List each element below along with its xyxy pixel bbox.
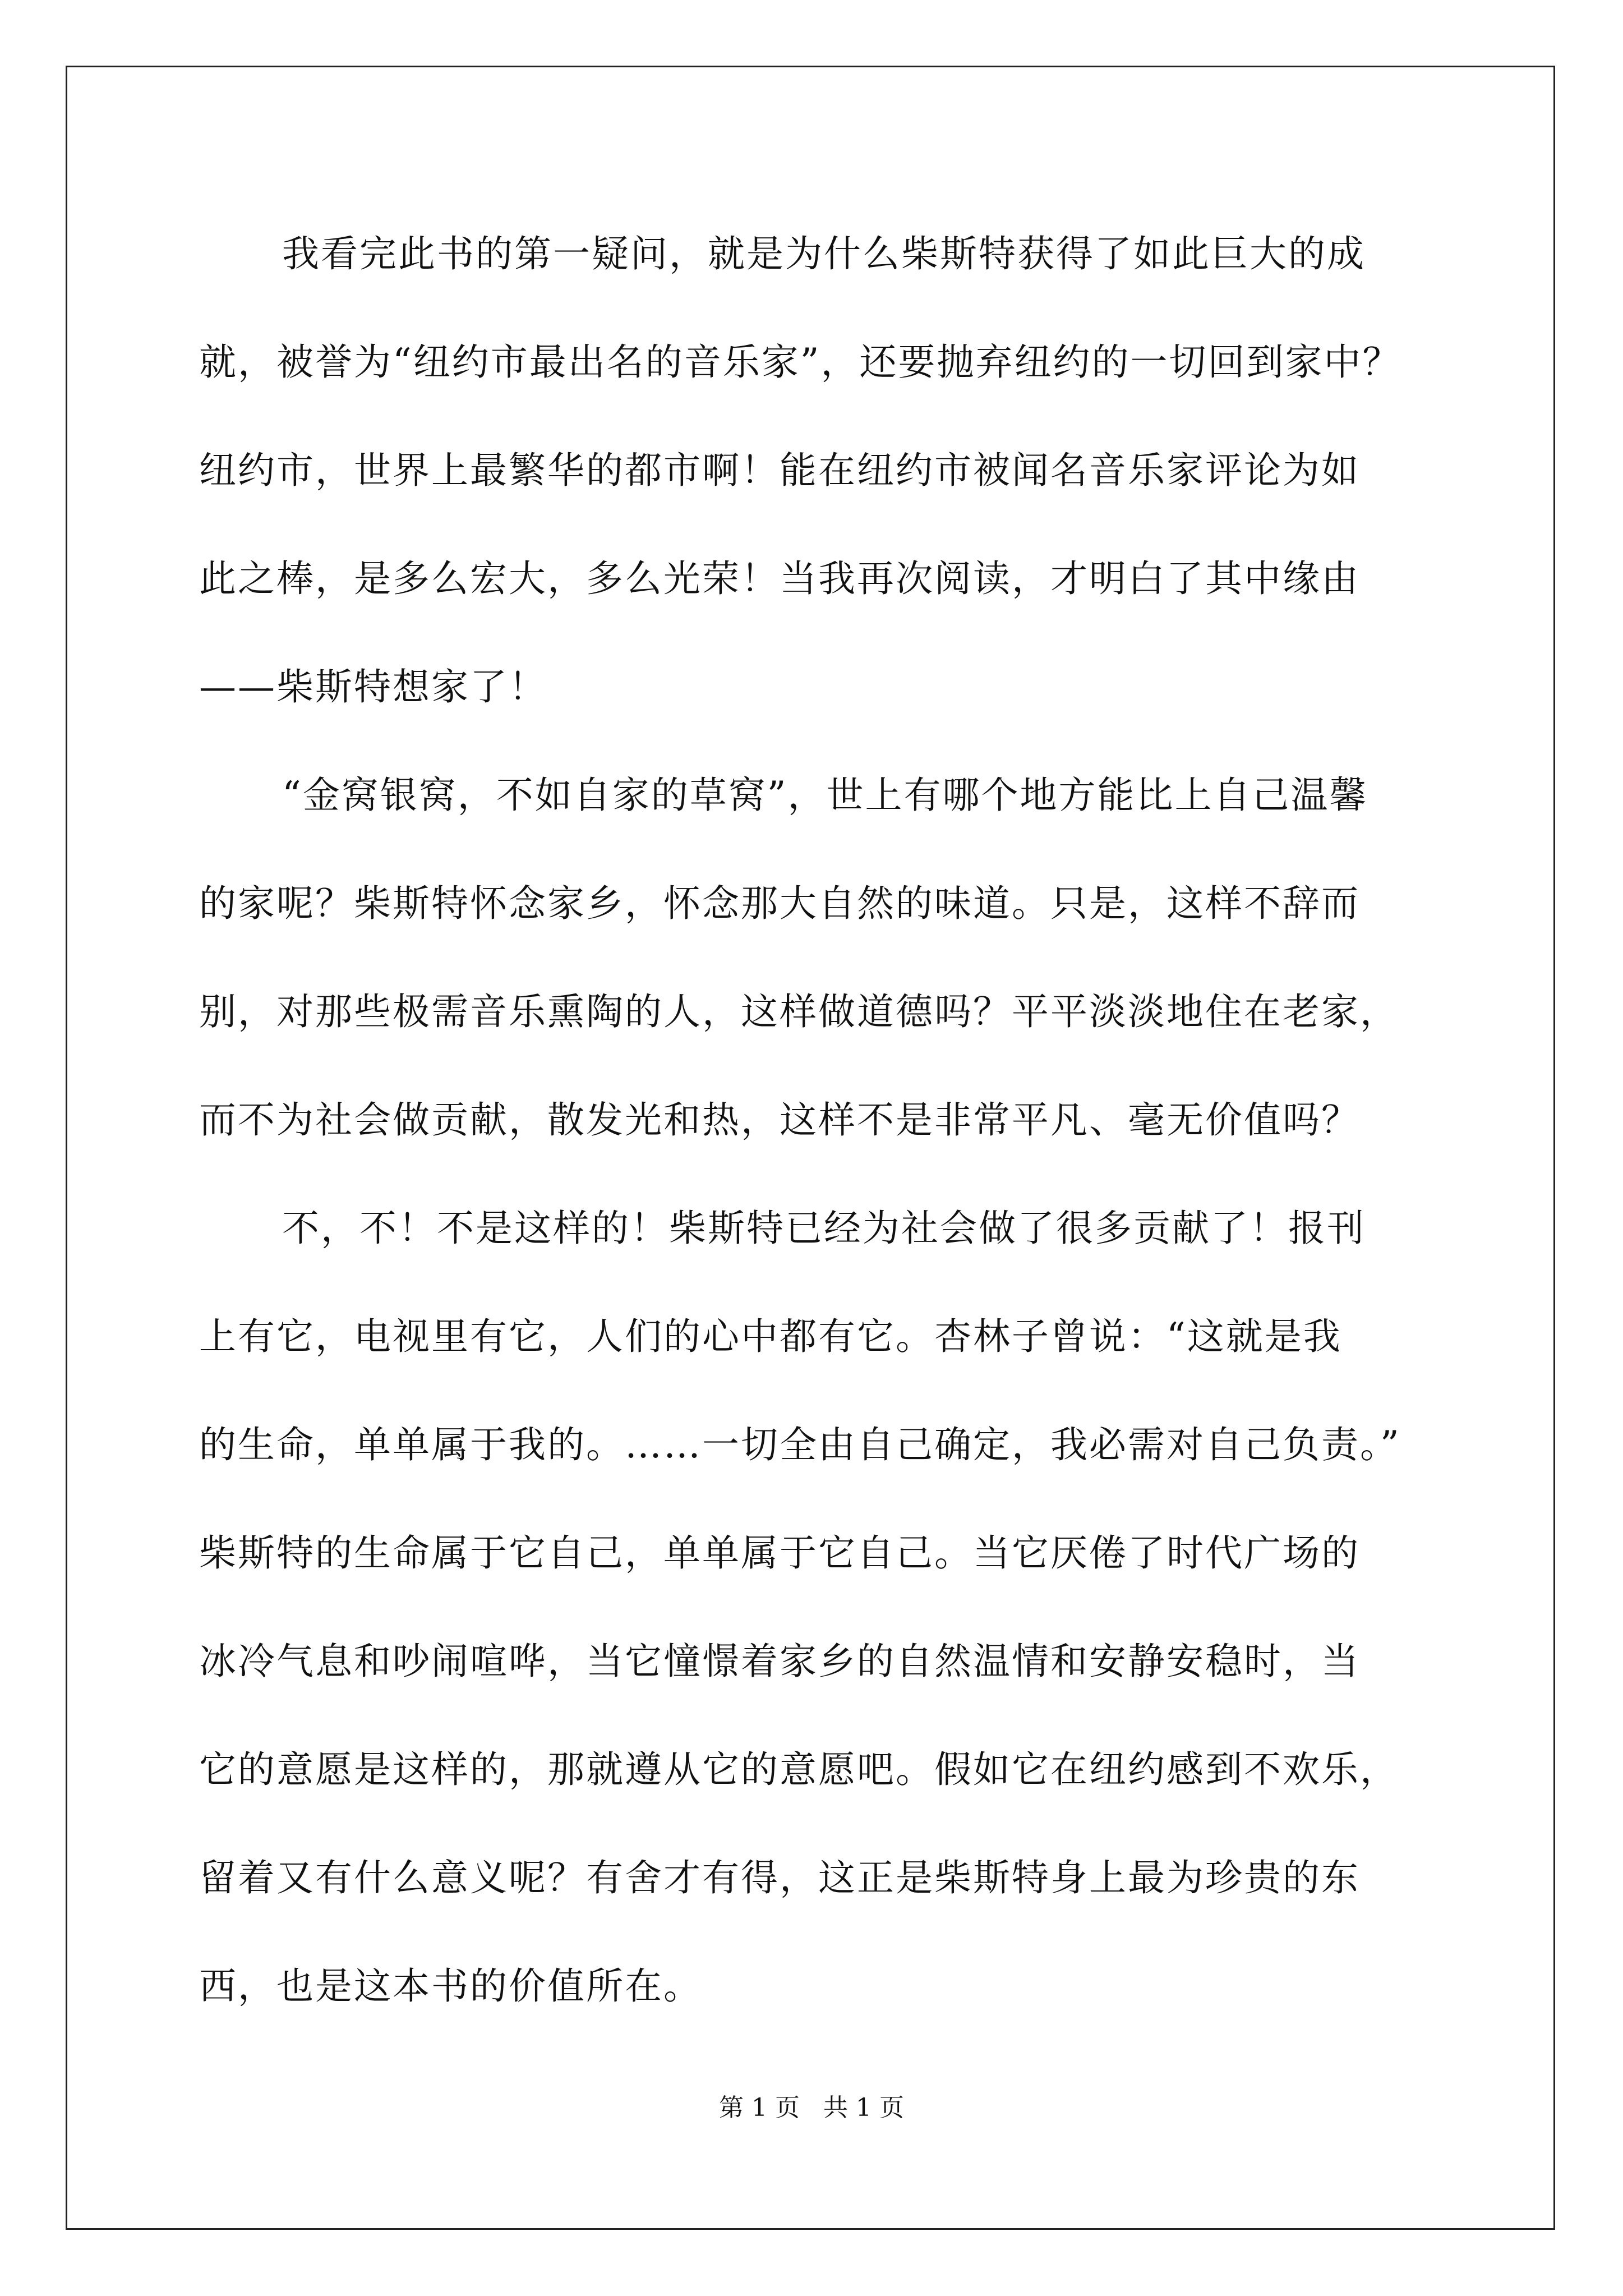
text-line: 纽约市，世界上最繁华的都市啊！能在纽约市被闻名音乐家评论为如 bbox=[199, 449, 1360, 492]
text-line: 柴斯特的生命属于它自己，单单属于它自己。当它厌倦了时代广场的 bbox=[199, 1531, 1360, 1575]
text-line: ——柴斯特想家了！ bbox=[199, 665, 547, 708]
text-line: 冰冷气息和吵闹喧哗，当它憧憬着家乡的自然温情和安静安稳时，当 bbox=[199, 1640, 1360, 1683]
text-line: 别，对那些极需音乐熏陶的人，这样做道德吗？平平淡淡地住在老家， bbox=[199, 990, 1399, 1033]
text-line: 的家呢？柴斯特怀念家乡，怀念那大自然的味道。只是，这样不辞而 bbox=[199, 882, 1360, 925]
text-line: 我看完此书的第一疑问，就是为什么柴斯特获得了如此巨大的成 bbox=[282, 232, 1366, 275]
text-line: 就，被誉为“纽约市最出名的音乐家”，还要抛弃纽约的一切回到家中？ bbox=[199, 341, 1401, 384]
text-line: 不，不！不是这样的！柴斯特已经为社会做了很多贡献了！报刊 bbox=[282, 1207, 1366, 1250]
text-line: 西，也是这本书的价值所在。 bbox=[199, 1964, 702, 2008]
text-line: 的生命，单单属于我的。……一切全由自己确定，我必需对自己负责。” bbox=[199, 1423, 1401, 1466]
text-line: 而不为社会做贡献，散发光和热，这样不是非常平凡、毫无价值吗？ bbox=[199, 1098, 1360, 1142]
page-number-footer: 第 1 页 共 1 页 bbox=[719, 2093, 904, 2122]
text-line: 它的意愿是这样的，那就遵从它的意愿吧。假如它在纽约感到不欢乐， bbox=[199, 1748, 1399, 1791]
text-line: 此之棒，是多么宏大，多么光荣！当我再次阅读，才明白了其中缘由 bbox=[199, 557, 1360, 600]
text-line: 留着又有什么意义呢？有舍才有得，这正是柴斯特身上最为珍贵的东 bbox=[199, 1856, 1360, 1899]
document-body bbox=[199, 218, 1433, 2058]
text-line: “金窝银窝，不如自家的草窝”，世上有哪个地方能比上自己温馨 bbox=[282, 774, 1368, 817]
text-line: 上有它，电视里有它，人们的心中都有它。杏林子曾说：“这就是我 bbox=[199, 1315, 1342, 1358]
